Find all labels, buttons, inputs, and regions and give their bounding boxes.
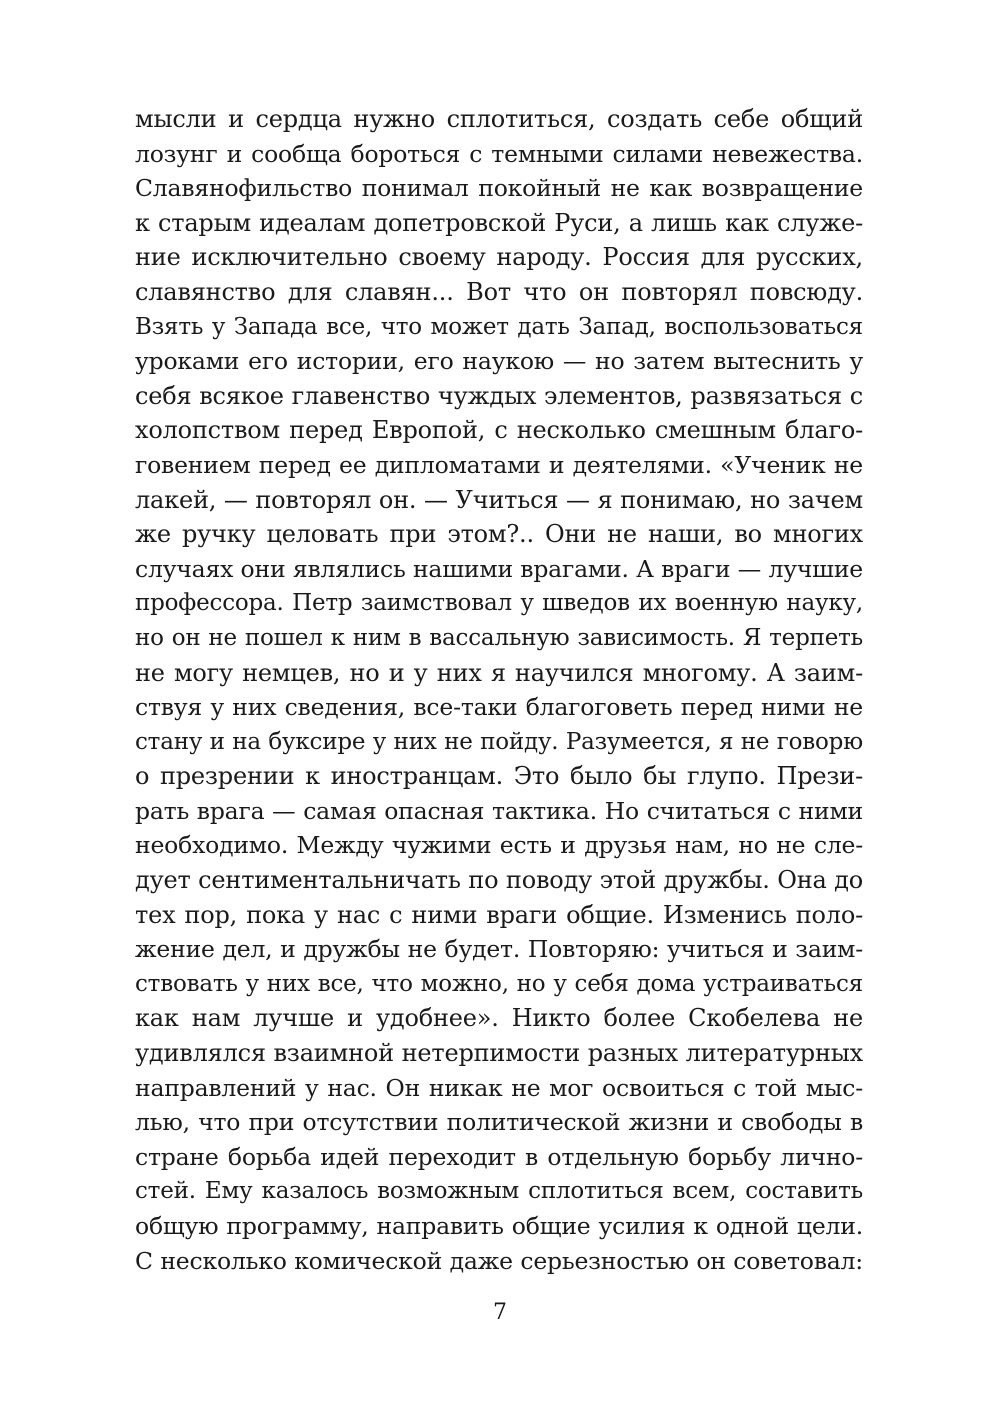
text-line: холопством перед Европой, с несколько смешным благо-	[135, 416, 863, 445]
text-line: ствовать у них все, что можно, но у себя дома устраиваться	[135, 970, 863, 997]
text-line: удивлялся взаимной нетерпимости разных литературных	[135, 1039, 863, 1068]
text-line: же ручку целовать при этом?.. Они не наши, во многих	[135, 520, 863, 549]
text-line: к старым идеалам допетровской Руси, а лишь как служе-	[135, 208, 863, 237]
text-line: ствуя у них сведения, все-таки благоговеть перед ними не	[135, 693, 863, 722]
text-line: необходимо. Между чужими есть и друзья нам, но не сле-	[135, 831, 863, 860]
page-number: 7	[493, 1300, 507, 1325]
text-line: лью, что при отсутствии политической жизни и свободы в	[135, 1108, 863, 1137]
text-line: лакей, — повторял он. — Учиться — я понимаю, но зачем	[135, 485, 863, 514]
text-line: лозунг и сообща бороться с темными силами невежества.	[135, 139, 863, 168]
text-line: рать врага — самая опасная тактика. Но считаться с ними	[135, 796, 863, 825]
text-line: стей. Ему казалось возможным сплотиться всем, составить	[135, 1178, 863, 1205]
text-line: профессора. Петр заимствовал у шведов их военную науку,	[135, 590, 863, 617]
text-line: уроками его истории, его наукою — но затем вытеснить у	[135, 347, 863, 376]
text-line: случаях они являлись нашими врагами. А враги — лучшие	[135, 554, 863, 583]
text-line: себя всякое главенство чуждых элементов, развязаться с	[135, 381, 863, 410]
text-line: тех пор, пока у нас с ними враги общие. Изменись поло-	[135, 900, 863, 929]
text-line: говением перед ее дипломатами и деятелями. «Ученик не	[135, 450, 863, 479]
text-line: С несколько комической даже серьезностью он советовал:	[135, 1246, 863, 1275]
text-line: не могу немцев, но и у них я научился многому. А заим-	[135, 658, 863, 687]
body-text	[135, 102, 863, 1278]
text-line: общую программу, направить общие усилия к одной цели.	[135, 1212, 863, 1240]
text-line: как нам лучше и удобнее». Никто более Скобелева не	[135, 1004, 863, 1033]
text-line: о презрении к иностранцам. Это было бы глупо. Прези-	[135, 762, 863, 791]
text-line: ние исключительно своему народу. Россия для русских,	[135, 243, 863, 272]
text-line: Славянофильство понимал покойный не как возвращение	[135, 174, 863, 203]
text-line: мысли и сердца нужно сплотиться, создать себе общий	[135, 105, 863, 133]
text-line: жение дел, и дружбы не будет. Повторяю: учиться и заим-	[135, 935, 863, 964]
text-line: стану и на буксире у них не пойду. Разумеется, я не говорю	[135, 728, 863, 755]
text-line: стране борьба идей переходит в отдельную борьбу лично-	[135, 1142, 863, 1171]
text-line: славянство для славян... Вот что он повторял повсюду.	[135, 277, 863, 306]
text-line: но он не пошел к ним в вассальную зависимость. Я терпеть	[135, 624, 863, 651]
text-line: Взять у Запада все, что может дать Запад, воспользоваться	[135, 313, 863, 340]
text-line: направлений у нас. Он никак не мог освоиться с той мыс-	[135, 1073, 863, 1102]
text-line: дует сентиментальничать по поводу этой дружбы. Она до	[135, 866, 863, 895]
